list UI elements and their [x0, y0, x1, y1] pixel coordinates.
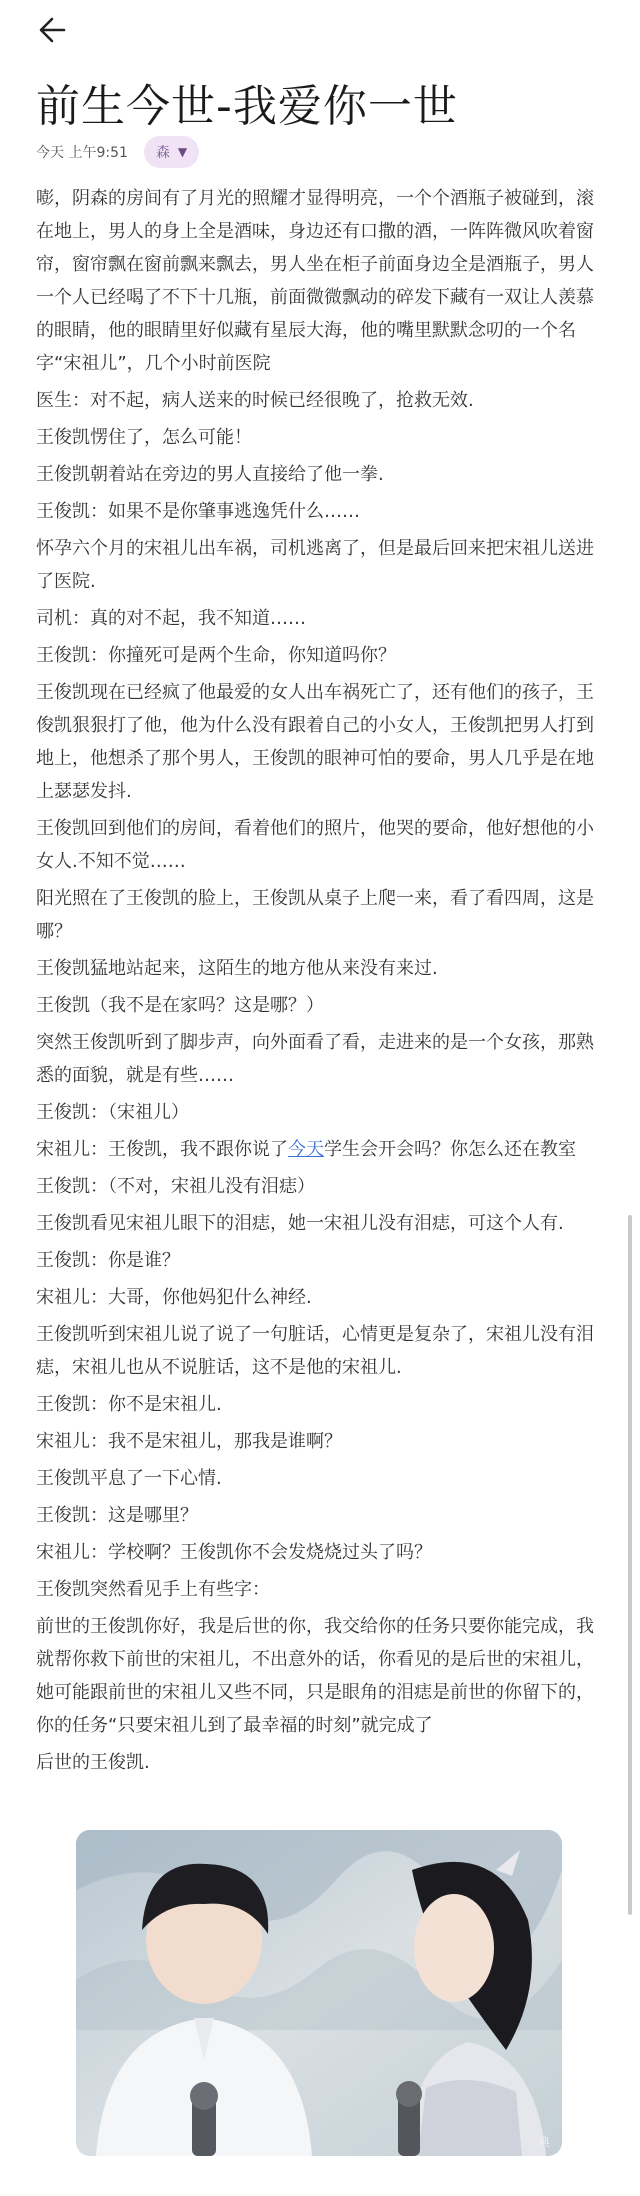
- paragraph: 王俊凯：你是谁？: [36, 1250, 180, 1271]
- folder-tag-dropdown[interactable]: [144, 136, 199, 168]
- note-title: 前生今世-我爱你一世: [36, 81, 458, 132]
- folder-tag-label: 森: [155, 145, 170, 161]
- scrollbar[interactable]: [628, 1215, 632, 1915]
- note-time: 今天 上午9:51: [36, 145, 128, 161]
- paragraph: 王俊凯愣住了，怎么可能！: [36, 427, 252, 448]
- paragraph: 医生：对不起，病人送来的时候已经很晚了，抢救无效.: [36, 390, 474, 411]
- paragraph-with-link: [36, 1133, 608, 1166]
- paragraph: 王俊凯猛地站起来，这陌生的地方他从来没有来过.: [36, 958, 438, 979]
- paragraph: 王俊凯朝着站在旁边的男人直接给了他一拳.: [36, 464, 384, 485]
- embedded-photo[interactable]: [76, 1830, 562, 2156]
- paragraph: 阳光照在了王俊凯的脸上，王俊凯从桌子上爬一来，看了看四周，这是哪？: [36, 888, 594, 942]
- date-link[interactable]: 今天: [288, 1139, 324, 1160]
- paragraph: 王俊凯看见宋祖儿眼下的泪痣，她一宋祖儿没有泪痣，可这个人有.: [36, 1213, 564, 1234]
- paragraph: 司机：真的对不起，我不知道……: [36, 608, 306, 629]
- paragraph: 王俊凯现在已经疯了他最爱的女人出车祸死亡了，还有他们的孩子，王俊凯狠狠打了他，他为什么没有跟着自己的小女人，王俊凯把男人打到地上，他想杀了那个男人，王俊凯的眼神可怕的要命，男人几乎是在地上瑟瑟发抖.: [36, 682, 594, 802]
- paragraph: 突然王俊凯听到了脚步声，向外面看了看，走进来的是一个女孩，那熟悉的面貌，就是有些……: [36, 1032, 594, 1086]
- paragraph: 王俊凯（我不是在家吗？这是哪？）: [36, 995, 324, 1016]
- paragraph: 宋祖儿：大哥，你他妈犯什么神经.: [36, 1287, 312, 1308]
- note-body[interactable]: [36, 182, 608, 1783]
- paragraph: 王俊凯：这是哪里？: [36, 1505, 198, 1526]
- paragraph: 王俊凯：你撞死可是两个生命，你知道吗你？: [36, 645, 396, 666]
- photo-watermark: 典: [537, 2135, 550, 2149]
- paragraph: 王俊凯：（不对，宋祖儿没有泪痣）: [36, 1176, 315, 1197]
- note-meta: [36, 134, 199, 170]
- link-line-before: 宋祖儿：王俊凯，我不跟你说了: [36, 1139, 288, 1160]
- paragraph: 怀孕六个月的宋祖儿出车祸，司机逃离了，但是最后回来把宋祖儿送进了医院.: [36, 538, 594, 592]
- photo-illustration: [76, 1830, 562, 2156]
- paragraph: 王俊凯：（宋祖儿）: [36, 1102, 189, 1123]
- paragraph: 前世的王俊凯你好，我是后世的你，我交给你的任务只要你能完成，我就帮你救下前世的宋祖儿，不出意外的话，你看见的是后世的宋祖儿，她可能跟前世的宋祖儿又些不同，只是眼角的泪痣是前世的你留下的，你的任务“只要宋祖儿到了最幸福的时刻”就完成了: [36, 1616, 594, 1736]
- paragraph: 王俊凯回到他们的房间，看着他们的照片，他哭的要命，他好想他的小女人.不知不觉……: [36, 818, 594, 872]
- arrow-left-icon: [34, 10, 74, 50]
- paragraph: 宋祖儿：学校啊？王俊凯你不会发烧烧过头了吗？: [36, 1542, 432, 1563]
- paragraph: 宋祖儿：我不是宋祖儿，那我是谁啊？: [36, 1431, 342, 1452]
- paragraph: 嘭，阴森的房间有了月光的照耀才显得明亮，一个个酒瓶子被碰到，滚在地上，男人的身上全是酒味，身边还有口撒的酒，一阵阵微风吹着窗帘，窗帘飘在窗前飘来飘去，男人坐在柜子前面身边全是酒瓶子，男人一个人已经喝了不下十几瓶，前面微微飘动的碎发下藏有一双让人羡慕的眼睛，他的眼睛里好似藏有星辰大海，他的嘴里默默念叨的一个名字“宋祖儿”，几个小时前医院: [36, 188, 594, 374]
- paragraph: 王俊凯听到宋祖儿说了说了一句脏话，心情更是复杂了，宋祖儿没有泪痣，宋祖儿也从不说脏话，这不是他的宋祖儿.: [36, 1324, 594, 1378]
- paragraph: 后世的王俊凯.: [36, 1752, 150, 1773]
- back-button[interactable]: [34, 10, 74, 50]
- caret-down-icon: ▼: [177, 145, 188, 159]
- paragraph: 王俊凯平息了一下心情.: [36, 1468, 222, 1489]
- paragraph: 王俊凯：如果不是你肇事逃逸凭什么……: [36, 501, 360, 522]
- link-line-after: 学生会开会吗？你怎么还在教室: [324, 1139, 576, 1160]
- paragraph: 王俊凯：你不是宋祖儿.: [36, 1394, 222, 1415]
- paragraph: 王俊凯突然看见手上有些字：: [36, 1579, 270, 1600]
